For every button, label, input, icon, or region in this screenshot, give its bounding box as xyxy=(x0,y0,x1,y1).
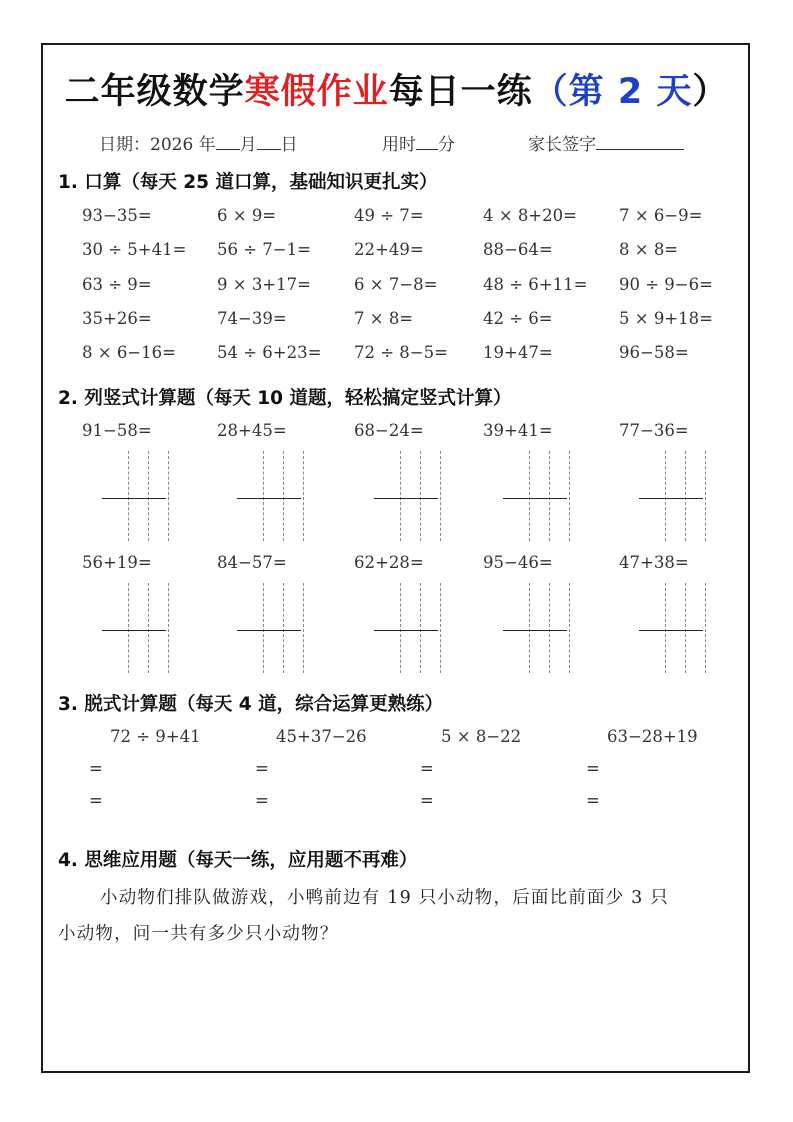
stepwise-problem: 72 ÷ 9+41 xyxy=(110,727,201,746)
stepwise-problem: 45+37−26 xyxy=(276,727,367,746)
vertical-problem[interactable] xyxy=(82,421,192,541)
mental-problem: 90 ÷ 9−6= xyxy=(619,275,713,294)
mental-problem: 54 ÷ 6+23= xyxy=(217,343,322,362)
digit-guide-line xyxy=(705,451,706,541)
digit-guide-line xyxy=(685,451,686,541)
title-part-daily: 每日一练 xyxy=(388,72,533,112)
mental-problem: 88−64= xyxy=(483,240,553,259)
section-3-heading: 3. 脱式计算题（每天 4 道，综合运算更熟练） xyxy=(58,694,444,715)
mental-problem: 42 ÷ 6= xyxy=(483,309,553,328)
mental-problem: 9 × 3+17= xyxy=(217,275,311,294)
vertical-problem[interactable] xyxy=(619,421,729,541)
vertical-problem-label: 62+28= xyxy=(354,553,424,572)
mental-problem: 49 ÷ 7= xyxy=(354,206,424,225)
digit-guide-line xyxy=(303,583,304,673)
title-paren-open: （ xyxy=(532,72,569,112)
answer-line xyxy=(503,498,567,499)
mental-problem: 22+49= xyxy=(354,240,424,259)
vertical-problem-label: 95−46= xyxy=(483,553,553,572)
vertical-problem-label: 84−57= xyxy=(217,553,287,572)
mental-problem: 56 ÷ 7−1= xyxy=(217,240,311,259)
digit-guide-line xyxy=(263,583,264,673)
vertical-problem[interactable] xyxy=(354,553,464,673)
vertical-problem[interactable] xyxy=(82,553,192,673)
mental-problem: 8 × 6−16= xyxy=(82,343,176,362)
digit-guide-line xyxy=(569,451,570,541)
digit-guide-line xyxy=(283,451,284,541)
title-day-number: 第 2 天 xyxy=(568,72,693,112)
digit-guide-line xyxy=(168,583,169,673)
mental-problem: 72 ÷ 8−5= xyxy=(354,343,448,362)
vertical-problem-label: 28+45= xyxy=(217,421,287,440)
stepwise-equals[interactable]: = xyxy=(255,759,269,778)
word-problem xyxy=(58,880,742,952)
digit-guide-line xyxy=(168,451,169,541)
answer-line xyxy=(102,498,166,499)
digit-guide-line xyxy=(705,583,706,673)
digit-guide-line xyxy=(263,451,264,541)
digit-guide-line xyxy=(440,451,441,541)
stepwise-equals[interactable]: = xyxy=(89,759,103,778)
title-paren-close: ） xyxy=(692,72,729,112)
answer-line xyxy=(102,630,166,631)
parent-signature-field[interactable]: 家长签字 xyxy=(528,130,684,155)
mental-problem: 48 ÷ 6+11= xyxy=(483,275,588,294)
mental-problem: 7 × 6−9= xyxy=(619,206,703,225)
digit-guide-line xyxy=(420,451,421,541)
stepwise-equals[interactable]: = xyxy=(420,791,434,810)
title-part-grade: 二年级数学 xyxy=(64,72,245,112)
stepwise-equals[interactable]: = xyxy=(255,791,269,810)
date-field[interactable]: 日期：2026 年 月 日 xyxy=(99,135,298,155)
digit-guide-line xyxy=(569,583,570,673)
mental-problem: 35+26= xyxy=(82,309,152,328)
digit-guide-line xyxy=(549,451,550,541)
digit-guide-line xyxy=(400,583,401,673)
section-2-heading: 2. 列竖式计算题（每天 10 道题，轻松搞定竖式计算） xyxy=(58,388,512,409)
answer-line xyxy=(639,498,703,499)
vertical-row xyxy=(0,553,793,673)
stepwise-equals[interactable]: = xyxy=(420,759,434,778)
vertical-problem[interactable] xyxy=(354,421,464,541)
mental-problem: 74−39= xyxy=(217,309,287,328)
mental-problem: 4 × 8+20= xyxy=(483,206,577,225)
section-1-heading: 1. 口算（每天 25 道口算，基础知识更扎实） xyxy=(58,172,438,193)
mental-problem: 6 × 7−8= xyxy=(354,275,438,294)
answer-line xyxy=(503,630,567,631)
digit-guide-line xyxy=(420,583,421,673)
mental-problem: 63 ÷ 9= xyxy=(82,275,152,294)
answer-line xyxy=(639,630,703,631)
answer-line xyxy=(374,498,438,499)
vertical-problem-label: 91−58= xyxy=(82,421,152,440)
digit-guide-line xyxy=(549,583,550,673)
stepwise-equals[interactable]: = xyxy=(586,791,600,810)
digit-guide-line xyxy=(529,451,530,541)
stepwise-equals[interactable]: = xyxy=(89,791,103,810)
title-part-winter-homework: 寒假作业 xyxy=(244,72,389,112)
digit-guide-line xyxy=(665,583,666,673)
vertical-problem-label: 47+38= xyxy=(619,553,689,572)
digit-guide-line xyxy=(440,583,441,673)
digit-guide-line xyxy=(128,451,129,541)
digit-guide-line xyxy=(685,583,686,673)
section-4-heading: 4. 思维应用题（每天一练，应用题不再难） xyxy=(58,850,418,871)
vertical-problem-label: 39+41= xyxy=(483,421,553,440)
answer-line xyxy=(237,498,301,499)
digit-guide-line xyxy=(148,583,149,673)
mental-problem: 30 ÷ 5+41= xyxy=(82,240,187,259)
answer-line xyxy=(237,630,301,631)
vertical-problem[interactable] xyxy=(483,421,593,541)
digit-guide-line xyxy=(529,583,530,673)
mental-problem: 19+47= xyxy=(483,343,553,362)
digit-guide-line xyxy=(665,451,666,541)
time-field[interactable]: 用时 分 xyxy=(382,135,455,155)
vertical-problem-label: 77−36= xyxy=(619,421,689,440)
vertical-problem[interactable] xyxy=(619,553,729,673)
stepwise-problem: 63−28+19 xyxy=(607,727,698,746)
word-problem-line-1: 小动物们排队做游戏，小鸭前边有 19 只小动物，后面比前面少 3 只 xyxy=(100,888,669,908)
mental-problem: 8 × 8= xyxy=(619,240,679,259)
mental-problem: 7 × 8= xyxy=(354,309,414,328)
vertical-row xyxy=(0,421,793,541)
page-title xyxy=(0,64,793,114)
vertical-problem[interactable] xyxy=(217,553,327,673)
mental-problem: 5 × 9+18= xyxy=(619,309,713,328)
vertical-problem-label: 68−24= xyxy=(354,421,424,440)
digit-guide-line xyxy=(400,451,401,541)
answer-line xyxy=(374,630,438,631)
digit-guide-line xyxy=(128,583,129,673)
mental-problem: 96−58= xyxy=(619,343,689,362)
word-problem-line-2: 小动物，问一共有多少只小动物？ xyxy=(58,924,339,944)
digit-guide-line xyxy=(303,451,304,541)
vertical-problem[interactable] xyxy=(483,553,593,673)
stepwise-problem: 5 × 8−22 xyxy=(441,727,522,746)
mental-problem: 93−35= xyxy=(82,206,152,225)
digit-guide-line xyxy=(148,451,149,541)
digit-guide-line xyxy=(283,583,284,673)
vertical-problem-label: 56+19= xyxy=(82,553,152,572)
stepwise-equals[interactable]: = xyxy=(586,759,600,778)
vertical-problem[interactable] xyxy=(217,421,327,541)
mental-problem: 6 × 9= xyxy=(217,206,277,225)
